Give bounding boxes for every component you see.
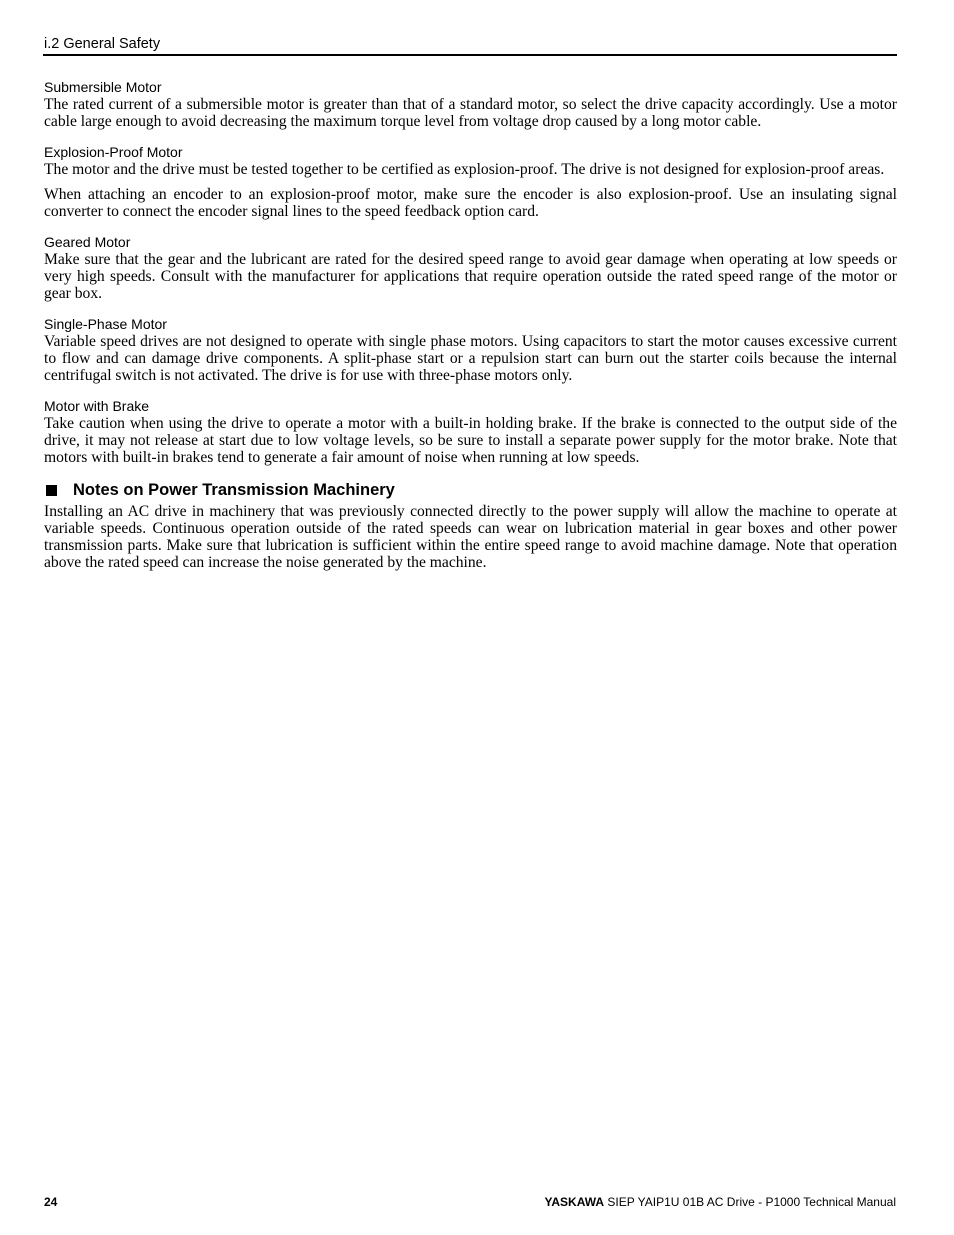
paragraph: Installing an AC drive in machinery that was previously connected directly to the power supply will allow the machine to operate at variable speeds. Continuous operation outside of the rated speeds can wear on lubrication material in gear boxes and other power transmission parts. Make sure that lubrication is sufficient within the entire speed range to avoid machine damage. Note that operation above the rated speed can increase the noise generated by the machine. [44,503,897,571]
paragraph: Variable speed drives are not designed to operate with single phase motors. Using capacitors to start the motor causes excessive current to flow and can damage drive components. A split-phase start or a repulsion start can burn out the starter coils because the internal centrifugal switch is not activated. The drive is for use with three-phase motors only. [44,333,897,384]
section-heading-label: Notes on Power Transmission Machinery [73,481,395,499]
page-number: 24 [44,1195,58,1209]
paragraph: The motor and the drive must be tested together to be certified as explosion-proof. The drive is not designed for explosion-proof areas. [44,161,885,178]
section-heading-single-phase-motor: Single-Phase Motor [44,316,167,332]
section-heading-power-transmission [44,480,897,500]
page-header-title: i.2 General Safety [44,36,161,52]
paragraph: The rated current of a submersible motor is greater than that of a standard motor, so select the drive capacity accordingly. Use a motor cable large enough to avoid decreasing the maximum torque level from voltage drop caused by a long motor cable. [44,96,897,130]
section-heading-motor-with-brake: Motor with Brake [44,398,150,414]
header-divider [43,54,897,56]
brand-name: YASKAWA [544,1195,605,1209]
page-content [44,78,897,571]
section-heading-explosion-proof-motor: Explosion-Proof Motor [44,144,183,160]
black-square-icon [46,485,57,496]
manual-name: SIEP YAIP1U 01B AC Drive - P1000 Technical Manual [607,1195,896,1209]
paragraph: When attaching an encoder to an explosion-proof motor, make sure the encoder is also explosion-proof. Use an insulating signal converter to connect the encoder signal lines to the speed feedback option card. [44,186,897,220]
paragraph: Make sure that the gear and the lubricant are rated for the desired speed range to avoid gear damage when operating at low speeds or very high speeds. Consult with the manufacturer for applications that require operation outside the rated speed range of the motor or gear box. [44,251,897,302]
footer-manual-title [544,1195,896,1209]
section-heading-geared-motor: Geared Motor [44,234,131,250]
paragraph: Take caution when using the drive to operate a motor with a built-in holding brake. If the brake is connected to the output side of the drive, it may not release at start due to low voltage levels, so be sure to install a separate power supply for the motor brake. Note that motors with built-in brakes tend to generate a fair amount of noise when running at low speeds. [44,415,897,466]
section-heading-submersible-motor: Submersible Motor [44,79,162,95]
